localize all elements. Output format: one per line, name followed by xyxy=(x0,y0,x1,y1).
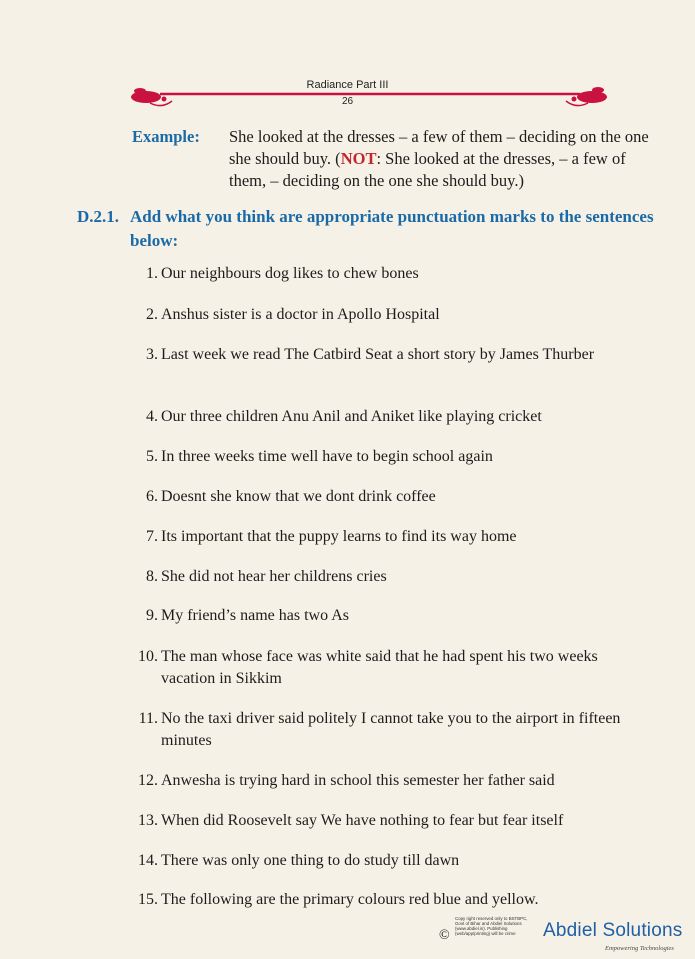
item-number: 5. xyxy=(146,448,158,465)
item-number: 10. xyxy=(138,648,158,665)
item-number: 7. xyxy=(146,528,158,545)
page-number: 26 xyxy=(341,96,354,107)
example-label: Example: xyxy=(132,127,200,146)
example-text-part-b: : She looked at the dresses, – a few of them, – deciding on the one she should buy.) xyxy=(229,149,626,190)
item-number: 15. xyxy=(138,891,158,908)
publisher-tagline: Empowering Technologies xyxy=(605,945,674,952)
item-text: In three weeks time well have to begin school again xyxy=(161,448,493,465)
item-text: There was only one thing to do study till dawn xyxy=(161,852,460,869)
item-number: 12. xyxy=(138,772,158,789)
item-number: 4. xyxy=(146,408,158,425)
publisher-footer xyxy=(425,914,693,956)
item-text: She did not hear her childrens cries xyxy=(161,568,387,585)
not-label: NOT xyxy=(340,149,377,168)
item-text: Its important that the puppy learns to find its way home xyxy=(161,528,517,545)
item-text: Our three children Anu Anil and Aniket like playing cricket xyxy=(161,408,542,425)
item-text: Anshus sister is a doctor in Apollo Hospital xyxy=(161,306,440,323)
item-number: 1. xyxy=(146,265,158,282)
item-text: Our neighbours dog likes to chew bones xyxy=(161,265,419,282)
item-number: 14. xyxy=(138,852,158,869)
item-text: Anwesha is trying hard in school this semester her father said xyxy=(161,772,555,789)
header-title: Radiance Part III xyxy=(306,79,389,91)
item-text: Doesnt she know that we dont drink coffee xyxy=(161,488,436,505)
copyright-icon: © xyxy=(439,928,450,943)
example-text-part-a: She looked at the dresses – a few of them – deciding on the one she should buy. ( xyxy=(229,127,649,168)
example-text xyxy=(229,126,659,192)
item-number: 9. xyxy=(146,607,158,624)
item-text: The man whose face was white said that he had spent his two weeks vacation in Sikkim xyxy=(161,648,598,687)
copyright-note: Copy right reserved only to BSTBPC, Govt of Bihar and Abdiel Solutions (www.abdiel.in). Publishing (web/app/printing) will be crime xyxy=(455,916,528,936)
item-number: 11. xyxy=(138,710,158,727)
item-text: Last week we read The Catbird Seat a short story by James Thurber xyxy=(161,346,595,363)
exercise-instruction: Add what you think are appropriate punctuation marks to the sentences below: xyxy=(130,207,654,250)
item-text: The following are the primary colours red blue and yellow. xyxy=(161,891,539,908)
item-text: No the taxi driver said politely I cannot take you to the airport in fifteen minutes xyxy=(161,710,621,749)
item-number: 2. xyxy=(146,306,158,323)
item-text: When did Roosevelt say We have nothing to fear but fear itself xyxy=(161,812,564,829)
item-text: My friend’s name has two As xyxy=(161,607,349,624)
item-number: 3. xyxy=(146,346,158,363)
item-number: 8. xyxy=(146,568,158,585)
publisher-logo: Abdiel Solutions xyxy=(543,920,683,941)
item-number: 13. xyxy=(138,812,158,829)
item-number: 6. xyxy=(146,488,158,505)
exercise-number: D.2.1. xyxy=(77,207,120,226)
